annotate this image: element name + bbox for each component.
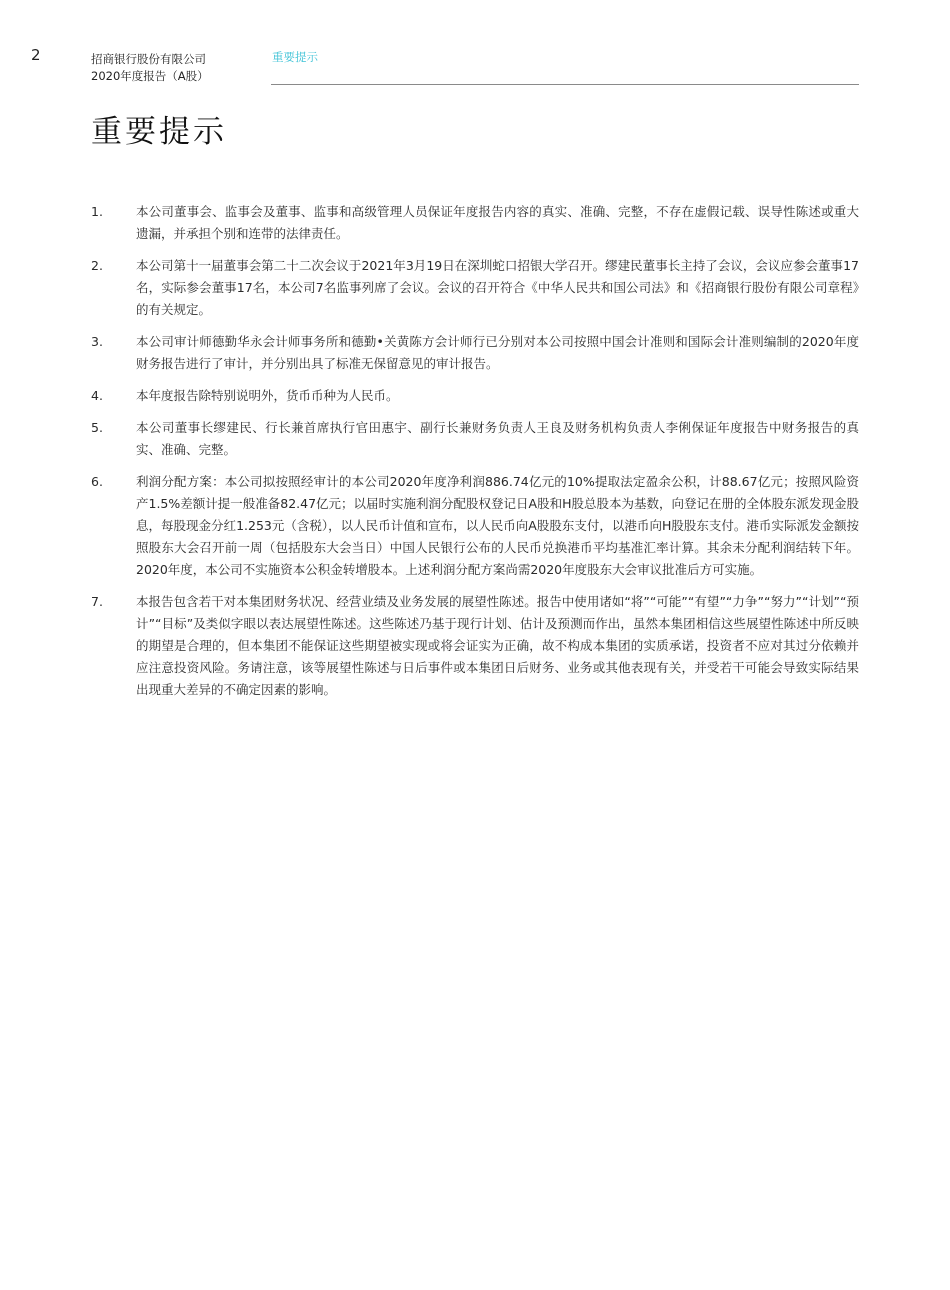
notice-number: 3. [91,334,103,349]
notice-number: 5. [91,420,103,435]
notice-text: 利润分配方案：本公司拟按照经审计的本公司2020年度净利润886.74亿元的10%提取法定盈余公积，计88.67亿元；按照风险资产1.5%差额计提一般准备82.47亿元；以届时实施利润分配股权登记日A股和H股总股本为基数，向登记在册的全体股东派发现金股息，每股现金分红1.253元（含税），以人民币计值和宣布，以人民币向A股股东支付，以港币向H股股东支付。港币实际派发金额按照股东大会召开前一周（包括股东大会当日）中国人民银行公布的人民币兑换港币平均基准汇率计算。其余未分配利润结转下年。2020年度，本公司不实施资本公积金转增股本。上述利润分配方案尚需2020年度股东大会审议批准后方可实施。 [136,474,859,577]
notice-text: 本年度报告除特别说明外，货币币种为人民币。 [136,388,399,403]
notice-item [91,591,859,701]
page-title: 重要提示 [91,114,227,150]
company-name: 招商银行股份有限公司 [91,52,206,66]
notice-text: 本公司审计师德勤华永会计师事务所和德勤•关黄陈方会计师行已分别对本公司按照中国会计准则和国际会计准则编制的2020年度财务报告进行了审计，并分别出具了标准无保留意见的审计报告。 [136,334,859,371]
notice-text: 本公司董事长缪建民、行长兼首席执行官田惠宇、副行长兼财务负责人王良及财务机构负责人李俐保证年度报告中财务报告的真实、准确、完整。 [136,420,859,457]
notice-item [91,201,859,245]
notice-text: 本公司董事会、监事会及董事、监事和高级管理人员保证年度报告内容的真实、准确、完整，不存在虚假记载、误导性陈述或重大遗漏，并承担个别和连带的法律责任。 [136,204,859,241]
notice-text: 本报告包含若干对本集团财务状况、经营业绩及业务发展的展望性陈述。报告中使用诸如“将”“可能”“有望”“力争”“努力”“计划”“预计”“目标”及类似字眼以表达展望性陈述。这些陈述乃基于现行计划、估计及预测而作出，虽然本集团相信这些展望性陈述中所反映的期望是合理的，但本集团不能保证这些期望被实现或将会证实为正确，故不构成本集团的实质承诺，投资者不应对其过分依赖并应注意投资风险。务请注意，该等展望性陈述与日后事件或本集团日后财务、业务或其他表现有关，并受若干可能会导致实际结果出现重大差异的不确定因素的影响。 [136,594,859,697]
notice-item [91,255,859,321]
report-name: 2020年度报告（A股） [91,69,209,83]
notice-number: 6. [91,474,103,489]
notice-text: 本公司第十一届董事会第二十二次会议于2021年3月19日在深圳蛇口招银大学召开。缪建民董事长主持了会议，会议应参会董事17名，实际参会董事17名，本公司7名监事列席了会议。会议的召开符合《中华人民共和国公司法》和《招商银行股份有限公司章程》的有关规定。 [136,258,859,317]
notice-number: 2. [91,258,103,273]
notice-item [91,471,859,581]
notice-number: 4. [91,388,103,403]
notice-list [91,201,859,711]
company-header [91,51,209,85]
header-divider [271,84,859,85]
page-number: 2 [31,46,41,64]
notice-item [91,417,859,461]
notice-number: 1. [91,204,103,219]
notice-item [91,385,859,407]
notice-item [91,331,859,375]
section-tag: 重要提示 [272,50,318,64]
notice-number: 7. [91,594,103,609]
